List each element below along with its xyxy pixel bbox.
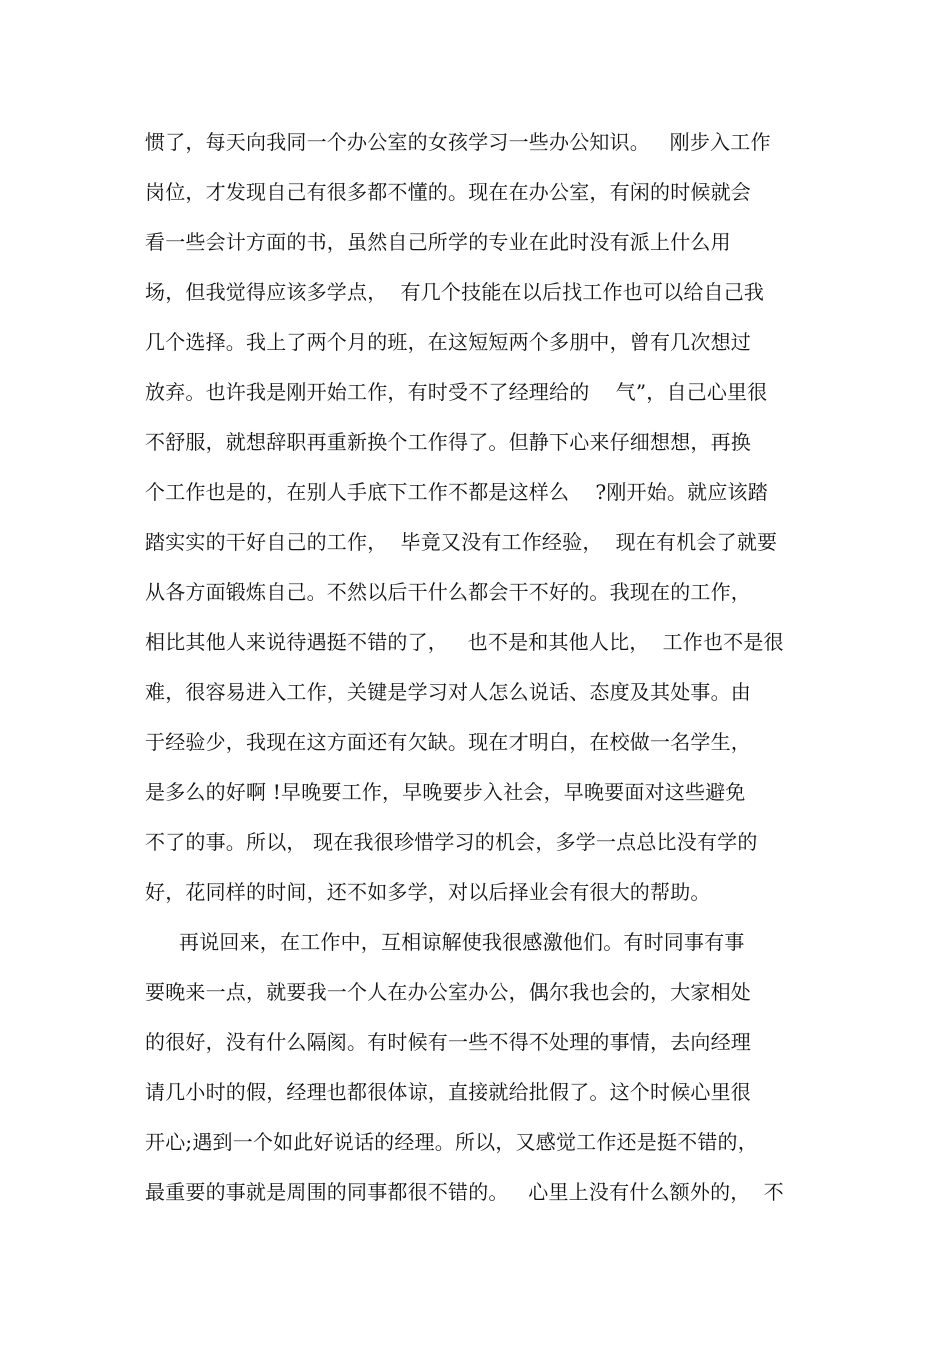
text-line: 不了的事。所以， 现在我很珍惜学习的机会，多学一点总比没有学的 — [145, 830, 758, 854]
text-line: 相比其他人来说待遇挺不错的了， 也不是和其他人比， 工作也不是很 — [145, 630, 784, 654]
text-line: 请几小时的假，经理也都很体谅，直接就给批假了。这个时候心里很 — [145, 1080, 751, 1104]
text-line: 看一些会计方面的书，虽然自己所学的专业在此时没有派上什么用 — [145, 230, 731, 254]
text-line: 于经验少，我现在这方面还有欠缺。现在才明白，在校做一名学生， — [145, 730, 751, 754]
text-line: 放弃。也许我是刚开始工作，有时受不了经理给的 气”，自己心里很 — [145, 380, 768, 404]
text-line: 场，但我觉得应该多学点， 有几个技能在以后找工作也可以给自己我 — [145, 280, 765, 304]
text-line: 是多么的好啊 !早晚要工作，早晚要步入社会，早晚要面对这些避免 — [145, 780, 746, 804]
text-line: 几个选择。我上了两个月的班，在这短短两个多朋中，曾有几次想过 — [145, 330, 751, 354]
text-line: 从各方面锻炼自己。不然以后干什么都会干不好的。我现在的工作， — [145, 580, 751, 604]
text-line: 的很好，没有什么隔阂。有时候有一些不得不处理的事情，去向经理 — [145, 1030, 751, 1054]
text-line: 踏实实的干好自己的工作， 毕竟又没有工作经验， 现在有机会了就要 — [145, 530, 778, 554]
text-line: 要晚来一点，就要我一个人在办公室办公，偶尔我也会的，大家相处 — [145, 980, 751, 1004]
text-line: 难，很容易进入工作，关键是学习对人怎么说话、态度及其处事。由 — [145, 680, 751, 704]
text-line: 好，花同样的时间，还不如多学，对以后择业会有很大的帮助。 — [145, 880, 711, 904]
text-line: 惯了，每天向我同一个办公室的女孩学习一些办公知识。 刚步入工作 — [145, 130, 771, 154]
paragraph-start-line: 再说回来，在工作中，互相谅解使我很感激他们。有时同事有事 — [179, 930, 745, 954]
text-line: 不舒服，就想辞职再重新换个工作得了。但静下心来仔细想想，再换 — [145, 430, 751, 454]
text-line: 开心;遇到一个如此好说话的经理。所以，又感觉工作还是挺不错的， — [145, 1130, 758, 1154]
text-line: 岗位，才发现自己有很多都不懂的。现在在办公室，有闲的时候就会 — [145, 180, 751, 204]
text-line: 最重要的事就是周围的同事都很不错的。 心里上没有什么额外的， 不 — [145, 1180, 784, 1204]
text-line: 个工作也是的，在别人手底下工作不都是这样么 ?刚开始。就应该踏 — [145, 480, 768, 504]
